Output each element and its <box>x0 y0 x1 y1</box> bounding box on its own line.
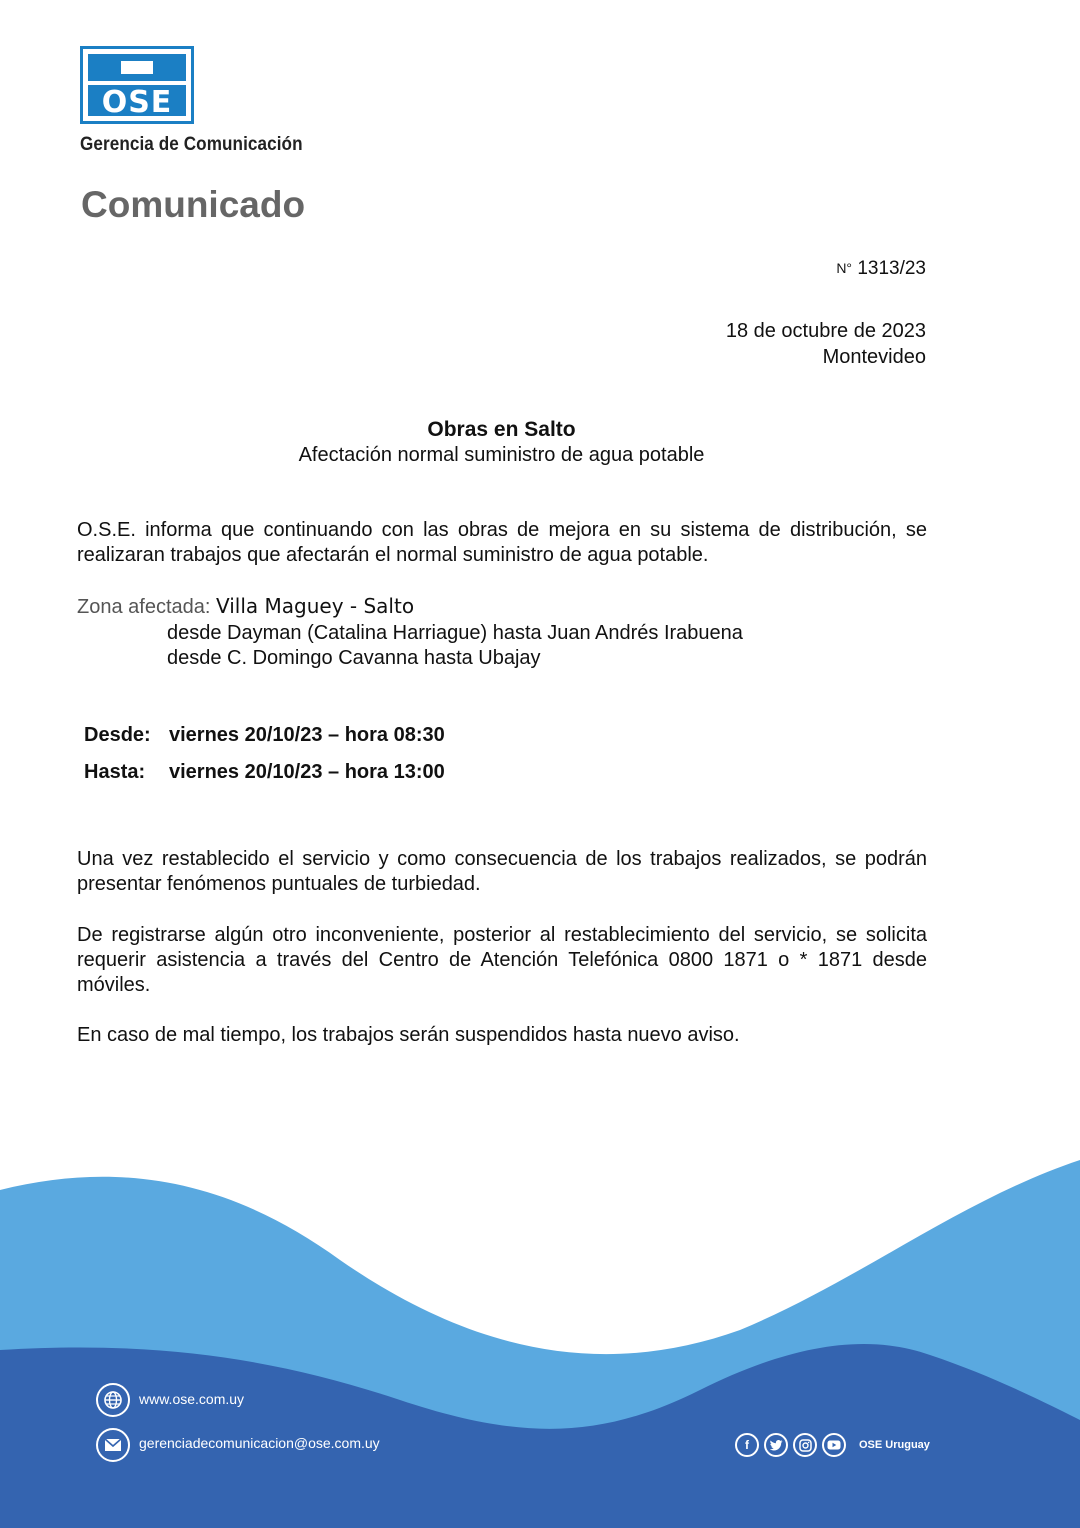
footer-waves <box>0 1140 1080 1528</box>
envelope-icon <box>96 1428 130 1462</box>
schedule-to <box>84 761 445 784</box>
zone-label: Zona afectada: <box>77 596 211 618</box>
youtube-icon[interactable] <box>822 1433 846 1457</box>
org-name: Gerencia de Comunicación <box>80 134 303 155</box>
document-type: Comunicado <box>81 184 306 225</box>
communique-number <box>836 258 926 280</box>
number-prefix: N° <box>836 260 853 276</box>
facebook-icon[interactable]: f <box>735 1433 759 1457</box>
schedule-label: Desde: <box>84 724 151 746</box>
number-value: 1313/23 <box>857 258 926 279</box>
assistance-paragraph: De registrarse algún otro inconveniente, posterior al restablecimiento del servicio, se solicita requerir asistencia a través del Centro de Atención Telefónica 0800 1871 o * 1871 desde móviles. <box>77 924 927 996</box>
ose-logo <box>80 46 194 124</box>
social-icons <box>735 1433 846 1457</box>
schedule-value: viernes 20/10/23 – hora 13:00 <box>169 761 445 783</box>
zone-line: desde Dayman (Catalina Harriague) hasta Juan Andrés Irabuena <box>167 622 743 644</box>
social-handle: OSE Uruguay <box>859 1439 930 1451</box>
globe-icon <box>96 1383 130 1417</box>
svg-text:OSE: OSE <box>101 85 173 120</box>
schedule-value: viernes 20/10/23 – hora 08:30 <box>169 724 445 746</box>
website-link[interactable]: www.ose.com.uy <box>139 1391 245 1407</box>
date-block <box>726 318 926 370</box>
email-link[interactable]: gerenciadecomunicacion@ose.com.uy <box>139 1435 380 1451</box>
weather-paragraph: En caso de mal tiempo, los trabajos serán suspendidos hasta nuevo aviso. <box>77 1024 740 1046</box>
affected-zone <box>77 593 927 673</box>
notice-subtitle: Afectación normal suministro de agua potable <box>298 444 705 466</box>
city: Montevideo <box>822 346 926 368</box>
schedule-label: Hasta: <box>84 761 146 783</box>
zone-line: desde C. Domingo Cavanna hasta Ubajay <box>167 647 541 669</box>
notice-title: Obras en Salto <box>427 418 576 441</box>
date: 18 de octubre de 2023 <box>725 320 926 342</box>
turbidity-paragraph: Una vez restablecido el servicio y como consecuencia de los trabajos realizados, se podrán presentar fenómenos puntuales de turbiedad. <box>77 848 927 895</box>
instagram-icon[interactable] <box>793 1433 817 1457</box>
intro-paragraph: O.S.E. informa que continuando con las obras de mejora en su sistema de distribución, se realizaran trabajos que afectarán el normal suministro de agua potable. <box>77 519 927 566</box>
schedule-from <box>84 724 445 747</box>
twitter-icon[interactable] <box>764 1433 788 1457</box>
zone-place: Villa Maguey - Salto <box>216 594 415 618</box>
